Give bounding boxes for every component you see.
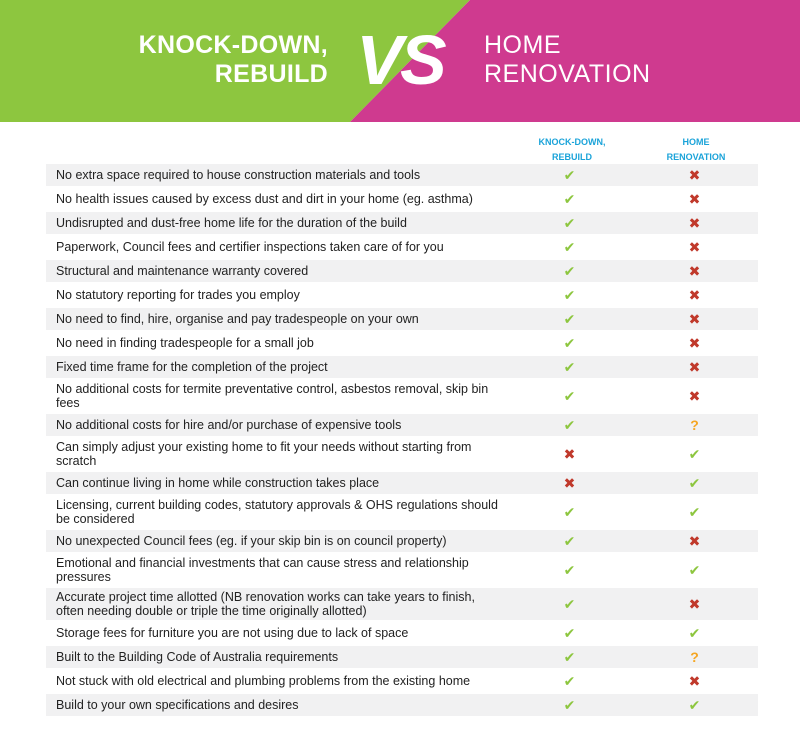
row-label: Paperwork, Council fees and certifier inspections taken care of for you — [56, 240, 444, 254]
banner-left-title: KNOCK-DOWN, REBUILD — [138, 31, 328, 88]
row-label: Storage fees for furniture you are not using due to lack of space — [56, 626, 409, 640]
check-icon: ✔ — [563, 215, 576, 231]
cross-icon: ✖ — [688, 239, 701, 255]
cross-icon: ✖ — [688, 215, 701, 231]
table-row — [46, 260, 758, 282]
row-label: Built to the Building Code of Australia requirements — [56, 650, 339, 664]
check-icon: ✔ — [688, 562, 701, 578]
cross-icon: ✖ — [688, 533, 701, 549]
row-label: No unexpected Council fees (eg. if your skip bin is on council property) — [56, 534, 447, 548]
row-label: Can continue living in home while construction takes place — [56, 476, 380, 490]
check-icon: ✔ — [563, 673, 576, 689]
column-header-knock-down: KNOCK-DOWN, REBUILD — [538, 137, 606, 162]
check-icon: ✔ — [688, 625, 701, 641]
cross-icon: ✖ — [688, 191, 701, 207]
check-icon: ✔ — [688, 446, 701, 462]
cross-icon: ✖ — [688, 287, 701, 303]
row-label: Structural and maintenance warranty covered — [56, 264, 309, 278]
check-icon: ✔ — [563, 417, 576, 433]
check-icon: ✔ — [563, 596, 576, 612]
check-icon: ✔ — [563, 388, 576, 404]
check-icon: ✔ — [688, 504, 701, 520]
table-row — [46, 670, 758, 692]
table-row — [46, 472, 758, 494]
table-row — [46, 236, 758, 258]
check-icon: ✔ — [563, 167, 576, 183]
row-label: Not stuck with old electrical and plumbing problems from the existing home — [56, 674, 471, 688]
table-row — [46, 188, 758, 210]
row-label: Can simply adjust your existing home to fit your needs without starting from scratch — [56, 440, 472, 468]
cross-icon: ✖ — [688, 311, 701, 327]
row-label: No need to find, hire, organise and pay tradespeople on your own — [56, 312, 419, 326]
cross-icon: ✖ — [688, 335, 701, 351]
table-row — [46, 554, 758, 586]
cross-icon: ✖ — [688, 388, 701, 404]
question-icon: ? — [690, 417, 699, 433]
table-row — [46, 694, 758, 716]
check-icon: ✔ — [688, 697, 701, 713]
row-label: No need in finding tradespeople for a small job — [56, 336, 314, 350]
check-icon: ✔ — [563, 263, 576, 279]
table-row — [46, 438, 758, 470]
cross-icon: ✖ — [563, 446, 576, 462]
check-icon: ✔ — [563, 359, 576, 375]
cross-icon: ✖ — [688, 263, 701, 279]
cross-icon: ✖ — [688, 673, 701, 689]
row-label: Fixed time frame for the completion of the project — [56, 360, 328, 374]
comparison-table — [46, 164, 758, 718]
row-label: No additional costs for hire and/or purchase of expensive tools — [56, 418, 402, 432]
check-icon: ✔ — [563, 625, 576, 641]
banner-right-title: HOME RENOVATION — [484, 31, 651, 88]
row-label: No statutory reporting for trades you employ — [56, 288, 300, 302]
banner-vs: VS — [356, 21, 444, 99]
row-label: No additional costs for termite preventative control, asbestos removal, skip bin fees — [56, 382, 489, 410]
check-icon: ✔ — [563, 335, 576, 351]
table-row — [46, 356, 758, 378]
header-banner — [0, 0, 800, 122]
check-icon: ✔ — [563, 562, 576, 578]
table-row — [46, 414, 758, 436]
table-row — [46, 588, 758, 620]
check-icon: ✔ — [563, 649, 576, 665]
table-row — [46, 212, 758, 234]
check-icon: ✔ — [563, 191, 576, 207]
row-label: No health issues caused by excess dust and dirt in your home (eg. asthma) — [56, 192, 473, 206]
table-row — [46, 530, 758, 552]
column-header-home-renovation: HOME RENOVATION — [666, 137, 726, 162]
row-label: Accurate project time allotted (NB renovation works can take years to finish, often needing double or triple the time originally allotted) — [56, 590, 475, 618]
check-icon: ✔ — [563, 533, 576, 549]
table-row — [46, 284, 758, 306]
table-row — [46, 622, 758, 644]
cross-icon: ✖ — [688, 359, 701, 375]
check-icon: ✔ — [563, 504, 576, 520]
table-row — [46, 496, 758, 528]
cross-icon: ✖ — [688, 167, 701, 183]
row-label: Undisrupted and dust-free home life for the duration of the build — [56, 216, 407, 230]
row-label: Emotional and financial investments that can cause stress and relationship pressures — [56, 556, 469, 584]
table-row — [46, 164, 758, 186]
table-row — [46, 308, 758, 330]
row-label: Licensing, current building codes, statutory approvals & OHS regulations should be considered — [56, 498, 498, 526]
table-row — [46, 646, 758, 668]
cross-icon: ✖ — [563, 475, 576, 491]
check-icon: ✔ — [563, 311, 576, 327]
question-icon: ? — [690, 649, 699, 665]
check-icon: ✔ — [688, 475, 701, 491]
row-label: Build to your own specifications and desires — [56, 698, 299, 712]
check-icon: ✔ — [563, 239, 576, 255]
table-row — [46, 332, 758, 354]
check-icon: ✔ — [563, 287, 576, 303]
table-row — [46, 380, 758, 412]
cross-icon: ✖ — [688, 596, 701, 612]
row-label: No extra space required to house construction materials and tools — [56, 168, 421, 182]
check-icon: ✔ — [563, 697, 576, 713]
